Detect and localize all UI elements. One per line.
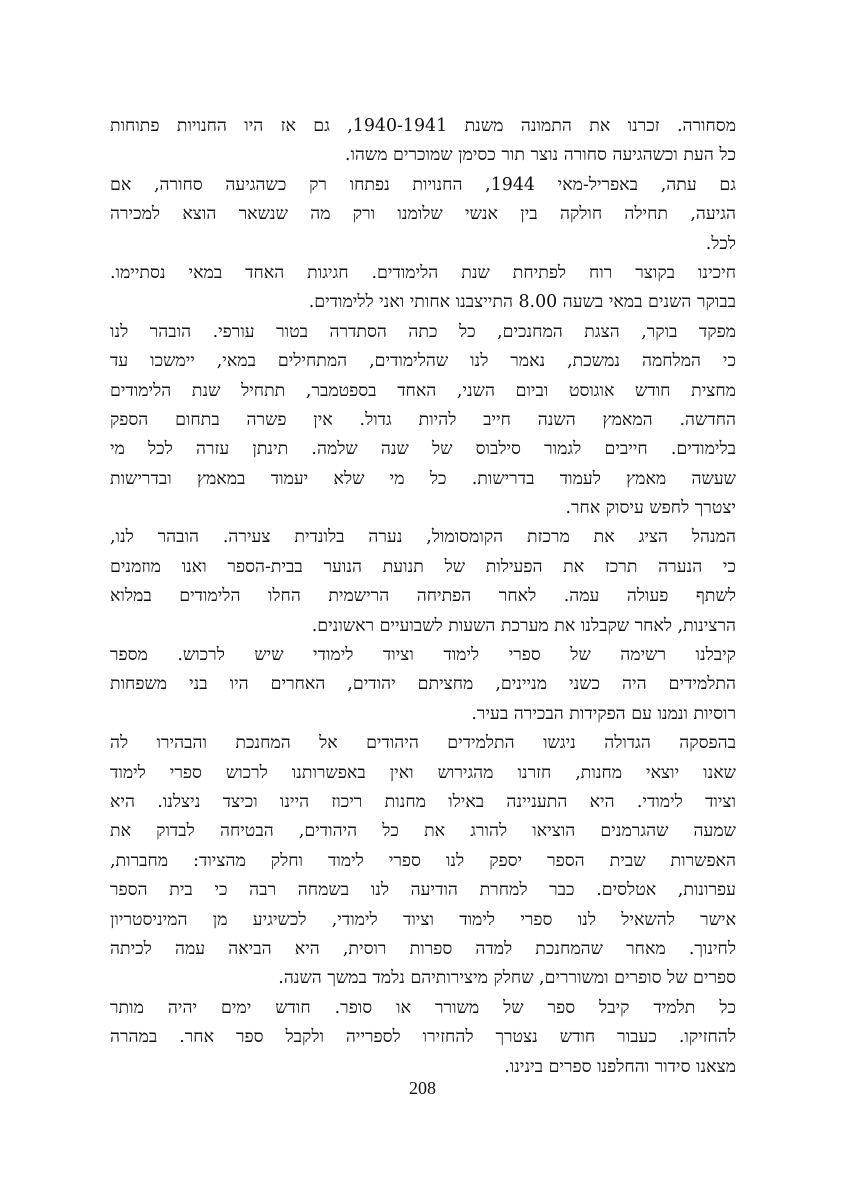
text-line: התלמידים היה כשני מניינים, מחציתם יהודים, האחרים היו בני משפחות: [110, 674, 736, 695]
text-line: הרצינות, לאחר שקבלנו את מערכת השעות לשבועיים ראשונים.: [311, 615, 736, 636]
text-line: כל העת וכשהגיעה סחורה נוצר תור כסימן שמוכרים משהו.: [344, 145, 736, 166]
paragraph: [110, 994, 736, 1082]
text-line: רוסיות ונמנו עם הפקידות הבכירה בעיר.: [471, 703, 736, 724]
text-line: שמעה שהגרמנים הוציאו להורג את כל היהודים, הבטיחה לבדוק את: [110, 821, 736, 842]
paragraph: [110, 318, 736, 524]
text-line: מחצית חודש אוגוסט וביום השני, האחד בספטמבר, תתחיל שנת הלימודים: [110, 380, 736, 401]
text-line: בהפסקה הגדולה ניגשו התלמידים היהודים אל המחנכת והבהירו לה: [110, 733, 736, 754]
text-line: כל תלמיד קיבל ספר של משורר או סופר. חודש ימים יהיה מותר: [110, 997, 736, 1018]
text-line: לכל.: [705, 233, 736, 254]
text-line: וציוד לימודי. היא התעניינה באילו מחנות ריכוז היינו וכיצד ניצלנו. היא: [110, 791, 736, 812]
text-line: יצטרך לחפש עיסוק אחר.: [565, 498, 736, 519]
paragraph: [110, 641, 736, 729]
page-number: 208: [409, 1078, 436, 1098]
text-line: אישר להשאיל לנו ספרי לימוד וציוד לימודי, לכשיגיע מן המיניסטריון: [110, 909, 736, 930]
text-line: ספרים של סופרים ומשוררים, שחלק מיצירותיהם נלמד במשך השנה.: [278, 968, 736, 989]
text-line: הגיעה, תחילה חולקה בין אנשי שלומנו ורק מה שנשאר הוצא למכירה: [110, 204, 736, 225]
text-line: קיבלנו רשימה של ספרי לימוד וציוד לימודי שיש לרכוש. מספר: [110, 645, 736, 666]
paragraph: [110, 112, 736, 171]
text-line: החדשה. המאמץ השנה חייב להיות גדול. אין פשרה בתחום הספק: [110, 409, 736, 430]
text-line: מצאנו סידור והחלפנו ספרים בינינו.: [504, 1056, 736, 1077]
text-line: מסחורה. זכרנו את התמונה משנת 1940-1941, גם אז היו החנויות פתוחות: [110, 116, 737, 136]
paragraph: [110, 259, 736, 318]
text-line: לשתף פעולה עמה. לאחר הפתיחה הרישמית החלו הלימודים במלוא: [110, 586, 736, 607]
text-line: לחינוך. מאחר שהמחנכת למדה ספרות רוסית, היא הביאה עמה לכיתה: [110, 938, 736, 959]
text-line: חיכינו בקוצר רוח לפתיחת שנת הלימודים. חגיגות האחד במאי נסתיימו.: [110, 262, 736, 283]
text-line: שאנו יוצאי מחנות, חזרנו מהגירוש ואין באפשרותנו לרכוש ספרי לימוד: [110, 762, 736, 783]
text-line: כי המלחמה נמשכת, נאמר לנו שהלימודים, המתחילים במאי, יימשכו עד: [110, 351, 736, 372]
text-line: מפקד בוקר, הצגת המחנכים, כל כתה הסתדרה בטור עורפי. הובהר לנו: [110, 321, 736, 342]
text-line: גם עתה, באפריל-מאי 1944, החנויות נפתחו רק כשהגיעה סחורה, אם: [110, 174, 736, 195]
paragraph: [110, 523, 736, 641]
text-line: כי הנערה תרכז את הפעילות של תנועת הנוער בבית-הספר ואנו מוזמנים: [110, 556, 736, 577]
text-line: להחזיקו. כעבור חודש נצטרך להחזירו לספרייה ולקבל ספר אחר. במהרה: [110, 1027, 736, 1048]
text-line: בלימודים. חייבים לגמור סילבוס של שנה שלמה. תינתן עזרה לכל מי: [110, 439, 736, 460]
text-line: בבוקר השנים במאי בשעה 8.00 התייצבנו אחותי ואני ללימודים.: [308, 292, 736, 313]
text-line: האפשרות שבית הספר יספק לנו ספרי לימוד וחלק מהציוד: מחברות,: [110, 850, 736, 871]
paragraph: [110, 171, 736, 259]
text-line: עפרונות, אטלסים. כבר למחרת הודיעה לנו בשמחה רבה כי בית הספר: [110, 880, 736, 901]
text-line: שעשה מאמץ לעמוד בדרישות. כל מי שלא יעמוד במאמץ ובדרישות: [110, 468, 736, 489]
paragraph: [110, 729, 736, 994]
text-line: המנהל הציג את מרכזת הקומסומול, נערה בלונדית צעירה. הובהר לנו,: [110, 527, 736, 548]
document-body: [110, 112, 736, 1082]
